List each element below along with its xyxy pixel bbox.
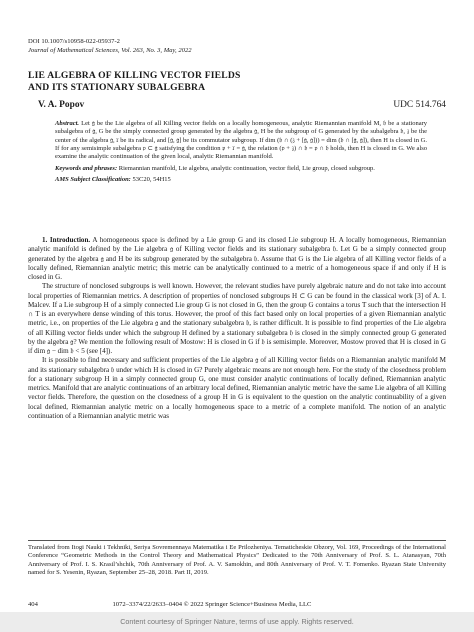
abstract-text: Let 𝔤 be the Lie algebra of all Killing vector fields on a locally homogeneous, analytic Riemannian manifold M, 𝔥 be a stationary subalgebra of 𝔤, G be the simply connected group generated by the algebra 𝔤, H be the subgroup of G generated by the subalgebra 𝔥, 𝔷 be the center of the algebra 𝔤, 𝔯 be its radical, and [𝔤, 𝔤] be its commutator subgroup. If dim (𝔥 ∩ (𝔷 + [𝔤, 𝔤])) = dim (𝔥 ∩ [𝔤, 𝔤]), then H is closed in G. If for any semisimple subalgebra 𝔭 ⊂ 𝔤 satisfying the condition 𝔭 + 𝔯 = 𝔤, the relation (𝔭 + 𝔷) ∩ 𝔥 = 𝔭 ∩ 𝔥 holds, then H is closed in G. We also examine the analytic continuation of the given local, analytic Riemannian manifold.: [55, 120, 427, 161]
intro-paragraph-3: It is possible to find necessary and sufficient properties of the Lie algebra 𝔤 of all Killing vector fields on a Riemannian analytic manifold M and its stationary subalgebra 𝔥 under which H is closed in G? Purely algebraic means are not enough here. For the study of the closedness problem for a stationary subgroup H in a simply connected group G, one must consider analytic continuations of locally defined, Riemannian analytic metrics. Manifold that are analytic continuations of an arbitrary local defined, Riemannian analytic metric have the same Lie algebra of all Killing vector fields. Therefore, the question on the closedness of a group H in G is equivalent to the question on the analytic continuability of a given local defined, Riemannian analytic metric on a locally homogeneous space to a metric of a complete manifold. The notion of an analytic continuation of a Riemannian analytic metric was: [28, 356, 446, 420]
article-meta: [28, 37, 192, 55]
journal-citation: Journal of Mathematical Sciences, Vol. 263, No. 3, May, 2022: [28, 47, 192, 54]
abstract-label: Abstract.: [55, 120, 80, 127]
abstract-paragraph: [55, 120, 427, 162]
intro-text-1: A homogeneous space is defined by a Lie group G and its closed Lie subgroup H. A locally homogeneous, Riemannian analytic manifold is defined by the Lie algebra 𝔤 of Killing vector fields and its stationary subalgebra 𝔥. Let G be a simply connected group generated by the algebra 𝔤 and H be its subgroup generated by the subalgebra 𝔥. Assume that G is the Lie algebra of all Killing vector fields of a locally defined, Riemannian analytic metric; this metric can be analytically continued to a metric of a homogeneous space if and only if H is closed in G.: [28, 236, 446, 281]
title-line-1: LIE ALGEBRA OF KILLING VECTOR FIELDS: [28, 70, 241, 81]
springer-notice: Content courtesy of Springer Nature, terms of use apply. Rights reserved.: [120, 617, 354, 626]
intro-paragraph-1: [28, 236, 446, 282]
author-name: V. A. Popov: [38, 100, 85, 110]
abstract-block: [55, 120, 427, 187]
msc-paragraph: [55, 176, 427, 184]
keywords-paragraph: [55, 165, 427, 173]
title-line-2: AND ITS STATIONARY SUBALGEBRA: [28, 81, 206, 93]
keywords-label: Keywords and phrases:: [55, 164, 118, 172]
author-row: [38, 100, 446, 110]
page-footer: [28, 601, 446, 608]
translation-footnote: Translated from Itogi Nauki i Tekhniki, Seriya Sovremennaya Matematika i Ee Prilozheniya. Tematicheskie Obzory, Vol. 169, Proceedings of the International Conference “Geometric Methods in the Control Theory and Mathematical Physics” Dedicated to the 70th Anniversary of Prof. S. L. Atanasyan, 70th Anniversary of Prof. I. S. Krasil’shchik, 70th Anniversary of Prof. A. V. Samokhin, and 80th Anniversary of Prof. V. T. Fomenko. Ryazan State University named for S. Yesenin, Ryazan, September 25–28, 2018. Part II, 2019.: [28, 544, 446, 576]
article-body: [28, 236, 446, 421]
keywords-text: Riemannian manifold, Lie algebra, analytic continuation, vector field, Lie group, closed subgroup.: [117, 164, 375, 172]
intro-paragraph-2: The structure of nonclosed subgroups is well known. However, the relevant studies have purely algebraic nature and do not take into account local properties of Riemannian metrics. A description of properties of nonclosed subgroups H ⊂ G can be found in the classical work [3] of A. I. Malcev. If a Lie subgroup H of a simply connected Lie group G is not closed in G, then the group G contains a torus T such that the intersection H ∩ T is an everywhere dense winding of this torus. However, the proof of this fact based only on local properties of a given Riemannian analytic metric, i.e., on properties of the Lie algebra 𝔤 and the stationary subalgebra 𝔥, is rather difficult. It is possible to find properties of the Lie algebra of all Killing vector fields under which the subgroup H defined by a stationary subalgebra 𝔥 is closed in the simply connected group G generated by the algebra 𝔤? We mention the following result of Mostow: H is closed in G if 𝔥 is semisimple. Moreover, Mostow proved that H is closed in G if dim 𝔤 − dim 𝔥 < 5 (see [4]).: [28, 282, 446, 355]
msc-label: AMS Subject Classification:: [55, 176, 131, 184]
doi-text[interactable]: DOI 10.1007/s10958-022-05937-2: [28, 38, 120, 45]
copyright-line: 1072–3374/22/2633–0404 © 2022 Springer Science+Business Media, LLC: [112, 601, 312, 608]
page-number: 404: [28, 601, 38, 608]
footnote-divider: [28, 540, 446, 541]
section-heading: 1. Introduction.: [42, 236, 91, 244]
article-title: [28, 70, 241, 93]
footer-spacer: [386, 601, 446, 608]
msc-text: 53C20, 54H15: [130, 176, 171, 184]
udc-code: UDC 514.764: [393, 100, 446, 110]
